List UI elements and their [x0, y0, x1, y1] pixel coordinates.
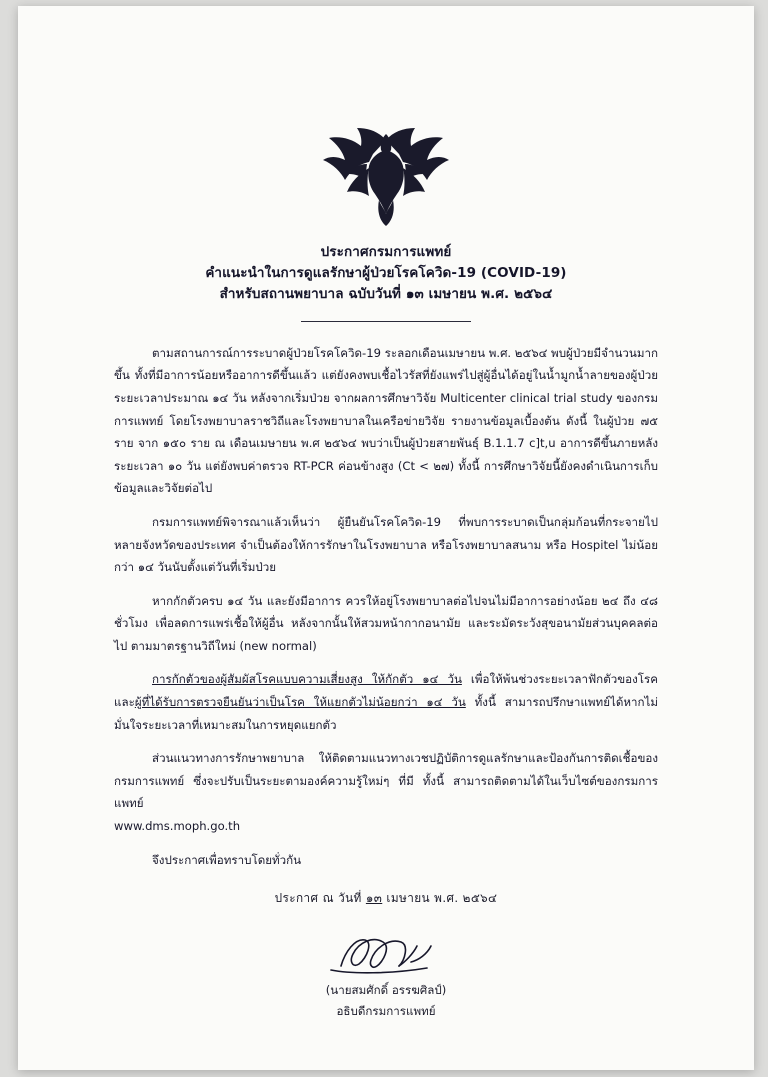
signature-mark [311, 932, 461, 978]
highlight-rest-1: เพื่อให้พ้นช่วงระยะเวลาฟักตัวของโรค และ [114, 672, 658, 710]
announcement-month-year: เมษายน พ.ศ. ๒๕๖๔ [386, 891, 498, 906]
document-content [18, 6, 754, 1070]
paragraph-3: หากกักตัวครบ ๑๔ วัน และยังมีอาการ ควรให้อยู่โรงพยาบาลต่อไปจนไม่มีอาการอย่างน้อย ๒๔ ถึง ๔๘ ชั่วโมง เพื่อลดการแพร่เชื้อให้ผู้อื่น หลังจากนั้นให้สวมหน้ากากอนามัย และระมัดระวังสุขอนามัยส่วนบุคคลต่อไป ตามมาตรฐานวิถีใหม่ (new normal) [114, 593, 658, 653]
announcement-date-line [114, 889, 658, 908]
signature-block [114, 932, 658, 1021]
document-headings [114, 242, 658, 305]
highlight-rest-2: ทั้งนี้ สามารถปรึกษาแพทย์ได้หากไม่มั่นใจระยะเวลาที่เหมาะสมในการหยุดแยกตัว [114, 695, 658, 732]
heading-line-1: ประกาศกรมการแพทย์ [320, 244, 452, 260]
highlight-underline-2: ผู้ที่ได้รับการตรวจยืนยันว่าเป็นโรค ให้แยกตัวไม่น้อยกว่า ๑๔ วัน [134, 695, 466, 710]
document-body [114, 342, 658, 871]
announcement-day: ๑๓ [365, 891, 383, 906]
heading-line-3: สำหรับสถานพยาบาล ฉบับวันที่ ๑๓ เมษายน พ.ศ. ๒๕๖๔ [219, 285, 553, 302]
paragraph-2: กรมการแพทย์พิจารณาแล้วเห็นว่า ผู้ยืนยันโรคโควิด-19 ที่พบการระบาดเป็นกลุ่มก้อนที่กระจายไปหลายจังหวัดของประเทศ จำเป็นต้องให้การรักษาในโรงพยาบาล หรือโรงพยาบาลสนาม หรือ Hospitel ไม่น้อยกว่า ๑๔ วันนับตั้งแต่วันที่เริ่มป่วย [114, 514, 658, 575]
heading-line-2: คำแนะนำในการดูแลรักษาผู้ป่วยโรคโควิด-19 (COVID-19) [205, 264, 567, 281]
highlight-underline-1: การกักตัวของผู้สัมผัสโรคแบบความเสี่ยงสูง ให้กักตัว ๑๔ วัน [152, 672, 462, 687]
dms-website-link[interactable]: www.dms.moph.go.th [114, 819, 241, 834]
paragraph-5: จึงประกาศเพื่อทราบโดยทั่วกัน [152, 852, 302, 867]
paragraph-4-text: ส่วนแนวทางการรักษาพยาบาล ให้ติดตามแนวทางเวชปฏิบัติการดูแลรักษาและป้องกันการติดเชื้อของกรมการแพทย์ ซึ่งจะปรับเป็นระยะตามองค์ความรู้ใหม่ๆ ที่มี ทั้งนี้ สามารถติดตามได้ในเว็บไซต์ของกรมการแพทย์ [114, 751, 658, 811]
signer-name: (นายสมศักดิ์ อรรฆศิลป์) [325, 983, 447, 998]
paragraph-1: ตามสถานการณ์การระบาดผู้ป่วยโรคโควิด-19 ระลอกเดือนเมษายน พ.ศ. ๒๕๖๔ พบผู้ป่วยมีจำนวนมากขึ้น ทั้งที่มีอาการน้อยหรืออาการดีขึ้นแล้ว แต่ยังคงพบเชื้อไวรัสที่ยังแพร่ไปสู่ผู้อื่นได้อยู่ในน้ำมูกน้ำลายของผู้ป่วย ระยะเวลาประมาณ ๑๔ วัน หลังจากเริ่มป่วย จากผลการศึกษาวิจัย Multicenter clinical trial study ของกรมการแพทย์ โดยโรงพยาบาลราชวิถีและโรงพยาบาลในเครือข่ายวิจัย รายงานข้อมูลเบื้องต้น ดังนี้ ในผู้ป่วย ๗๕ ราย จาก ๑๕๐ ราย ณ เดือนเมษายน พ.ศ ๒๕๖๔ พบว่าเป็นผู้ป่วยสายพันธุ์ B.1.1.7 c]t,u อาการดีขึ้นภายหลังระยะเวลา ๑๐ วัน แต่ยังพบค่าตรวจ RT-PCR ค่อนข้างสูง (Ct < ๒๗) ทั้งนี้ การศึกษาวิจัยนี้ยังคงดำเนินการเก็บข้อมูลและวิจัยต่อไป [114, 345, 658, 496]
garuda-emblem [321, 6, 451, 228]
paragraph-4 [114, 747, 658, 837]
signer-title: อธิบดีกรมการแพทย์ [336, 1004, 436, 1019]
horizontal-divider [301, 321, 471, 322]
document-paper [18, 6, 754, 1070]
announcement-prefix: ประกาศ ณ วันที่ [274, 891, 362, 906]
paragraph-highlighted [114, 668, 658, 736]
